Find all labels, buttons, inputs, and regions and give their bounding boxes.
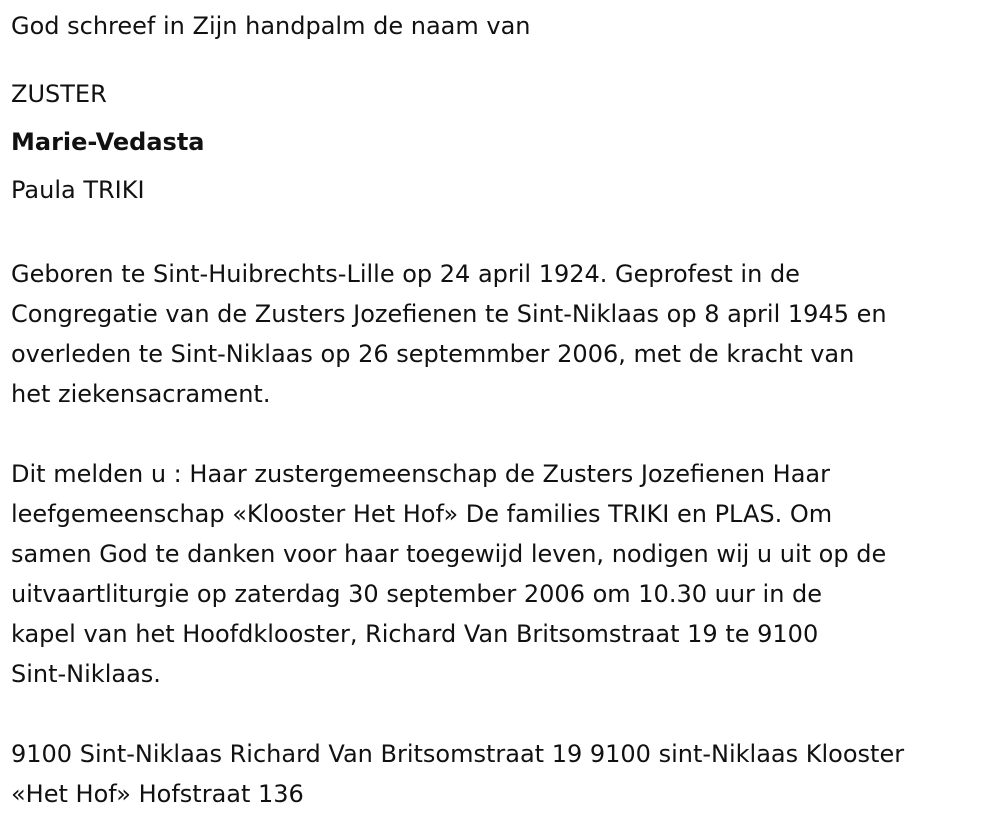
civil-name: Paula TRIKI — [11, 176, 145, 204]
announcement-line: uitvaartliturgie op zaterdag 30 september 2006 om 10.30 uur in de — [11, 580, 823, 608]
spacer — [11, 694, 1000, 734]
announcement-line: Sint-Niklaas. — [11, 660, 161, 688]
announcement-line: samen God te danken voor haar toegewijd leven, nodigen wij u uit op de — [11, 540, 887, 568]
biography-paragraph — [11, 254, 996, 414]
announcement-line: Dit melden u : Haar zustergemeenschap de Zusters Jozefienen Haar — [11, 460, 830, 488]
address-line: «Het Hof» Hofstraat 136 — [11, 780, 304, 808]
announcement-line: kapel van het Hoofdklooster, Richard Van Britsomstraat 19 te 9100 — [11, 620, 819, 648]
religious-name: Marie-Vedasta — [11, 128, 205, 156]
biography-line: Geboren te Sint-Huibrechts-Lille op 24 april 1924. Geprofest in de — [11, 260, 800, 288]
biography-line: Congregatie van de Zusters Jozefienen te Sint-Niklaas op 8 april 1945 en — [11, 300, 887, 328]
address-line: 9100 Sint-Niklaas Richard Van Britsomstraat 19 9100 sint-Niklaas Klooster — [11, 740, 905, 768]
name-block — [11, 70, 1000, 214]
announcement-line: leefgemeenschap «Klooster Het Hof» De families TRIKI en PLAS. Om — [11, 500, 833, 528]
address-paragraph — [11, 734, 996, 814]
title-prefix: ZUSTER — [11, 80, 107, 108]
announcement-paragraph — [11, 454, 996, 694]
spacer — [11, 214, 1000, 254]
biography-line: overleden te Sint-Niklaas op 26 septemmber 2006, met de kracht van — [11, 340, 855, 368]
spacer — [11, 414, 1000, 454]
intro-text: God schreef in Zijn handpalm de naam van — [11, 12, 531, 40]
biography-line: het ziekensacrament. — [11, 380, 271, 408]
